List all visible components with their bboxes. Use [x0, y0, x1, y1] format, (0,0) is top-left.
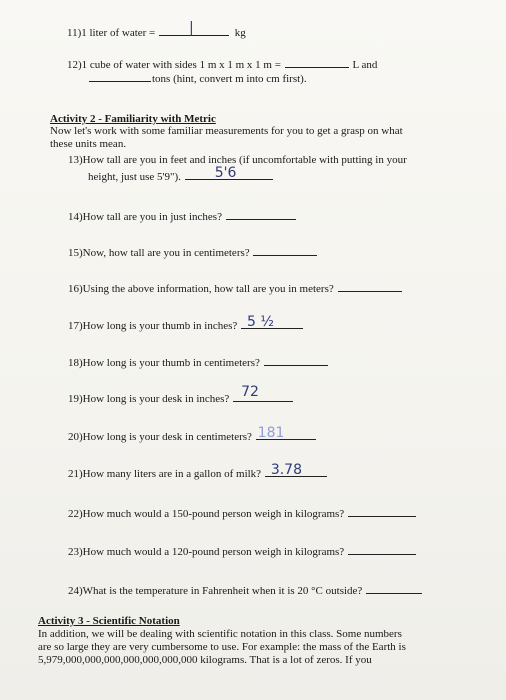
- question-18-text: 18)How long is your thumb in centimeters?: [68, 357, 260, 369]
- question-23-text: 23)How much would a 120-pound person weigh in kilograms?: [68, 546, 345, 558]
- activity-2-title: Activity 2 - Familiarity with Metric: [50, 113, 216, 125]
- question-13-text: height, just use 5'9").: [88, 171, 181, 183]
- question-13-answer: 5'6: [214, 165, 237, 181]
- question-22: [68, 505, 417, 521]
- question-24: [68, 582, 423, 598]
- question-20-text: 20)How long is your desk in centimeters?: [68, 431, 252, 443]
- question-12-answer-blank-2[interactable]: [89, 70, 151, 82]
- question-12-unit: L and: [352, 59, 378, 71]
- question-12-answer-blank-1[interactable]: [285, 56, 349, 68]
- question-22-answer-blank[interactable]: [348, 505, 416, 517]
- activity-3-line3: 5,979,000,000,000,000,000,000,000 kilograms. That is a lot of zeros. If you: [38, 654, 372, 666]
- question-18-answer-blank[interactable]: [264, 354, 328, 366]
- question-12-text: 12)1 cube of water with sides 1 m x 1 m x 1 m =: [67, 59, 281, 71]
- question-19-answer: 72: [241, 384, 259, 400]
- question-20-answer: 181: [257, 425, 285, 441]
- question-24-text: 24)What is the temperature in Fahrenheit when it is 20 °C outside?: [68, 585, 363, 597]
- question-24-answer-blank[interactable]: [366, 582, 422, 594]
- question-14-text: 14)How tall are you in just inches?: [68, 211, 222, 223]
- question-21-text: 21)How many liters are in a gallon of milk?: [68, 468, 262, 480]
- question-15-text: 15)Now, how tall are you in centimeters?: [68, 247, 250, 259]
- activity-3-line2: are so large they are very cumbersome to use. For example: the mass of the Earth is: [38, 641, 406, 653]
- question-14-answer-blank[interactable]: [226, 208, 296, 220]
- question-19: [68, 384, 294, 406]
- question-17-answer-blank[interactable]: [241, 314, 303, 330]
- question-18: [68, 354, 329, 370]
- question-11-text: 11)1 liter of water =: [67, 27, 156, 39]
- question-23: [68, 543, 417, 559]
- question-12-line2: [88, 70, 307, 86]
- question-11-answer: |: [189, 20, 194, 36]
- question-20: [68, 425, 317, 444]
- question-14: [68, 208, 297, 224]
- question-17-answer: 5 ½: [247, 314, 274, 330]
- question-15-answer-blank[interactable]: [253, 244, 317, 256]
- activity-3-title: Activity 3 - Scientific Notation: [38, 615, 180, 627]
- question-16-text: 16)Using the above information, how tall are you in meters?: [68, 283, 334, 295]
- activity-2-intro-line1: Now let's work with some familiar measurements for you to get a grasp on what: [50, 125, 403, 137]
- question-20-answer-blank[interactable]: [256, 425, 316, 441]
- question-21: [68, 462, 328, 481]
- activity-3-line1: In addition, we will be dealing with scientific notation in this class. Some numbers: [38, 628, 402, 640]
- question-11: [67, 20, 246, 40]
- question-12-line2-text: tons (hint, convert m into cm first).: [152, 73, 307, 85]
- question-16: [68, 280, 403, 296]
- question-15: [68, 244, 318, 260]
- question-21-answer: 3.78: [270, 462, 302, 478]
- question-17-text: 17)How long is your thumb in inches?: [68, 320, 238, 332]
- question-13-line1: 13)How tall are you in feet and inches (if uncomfortable with putting in your: [68, 154, 407, 166]
- question-11-unit: kg: [234, 27, 246, 39]
- question-19-answer-blank[interactable]: [233, 384, 293, 402]
- activity-2-intro-line2: these units mean.: [50, 138, 127, 150]
- question-16-answer-blank[interactable]: [338, 280, 402, 292]
- question-23-answer-blank[interactable]: [348, 543, 416, 555]
- question-21-answer-blank[interactable]: [265, 462, 327, 478]
- question-17: [68, 314, 304, 333]
- question-13-line2: [88, 165, 274, 184]
- question-19-text: 19)How long is your desk in inches?: [68, 393, 230, 405]
- question-11-answer-blank[interactable]: [159, 20, 229, 36]
- question-22-text: 22)How much would a 150-pound person weigh in kilograms?: [68, 508, 345, 520]
- question-13-answer-blank[interactable]: [185, 165, 273, 181]
